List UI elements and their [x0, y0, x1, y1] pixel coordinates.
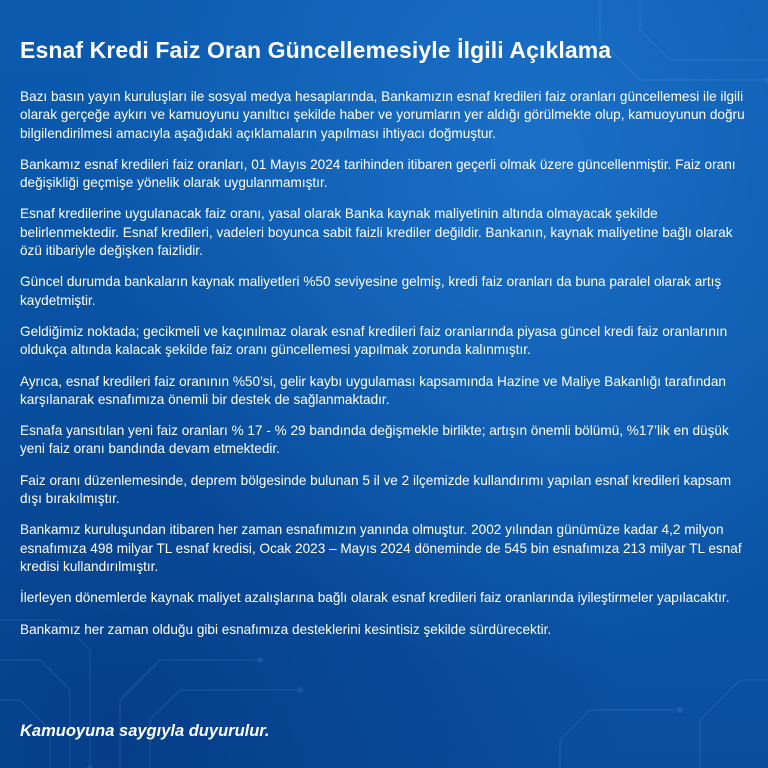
- paragraph-future-improvements: İlerleyen dönemlerde kaynak maliyet azalışlarına bağlı olarak esnaf kredileri faiz oranlarında iyileştirmeler yapılacaktır.: [20, 590, 730, 606]
- paragraph-earthquake-exemption: Faiz oranı düzenlemesinde, deprem bölgesinde bulunan 5 il ve 2 ilçemizde kullandırımı yapılan esnaf kredileri kapsam dışı bırakılmıştır.: [20, 472, 732, 507]
- paragraph-treasury-support: Ayrıca, esnaf kredileri faiz oranının %50’si, gelir kaybı uygulaması kapsamında Hazine ve Maliye Bakanlığı tarafından karşılanarak esnafımıza önemli bir destek de sağlanmaktadır.: [20, 373, 726, 407]
- paragraph-history: Bankamız kuruluşundan itibaren her zaman esnafımızın yanında olmuştur. 2002 yılından günümüze kadar 4,2 milyon esnafımıza 498 milyar TL esnaf kredisi, Ocak 2023 – Mayıs 2024 döneminde de 545 bin esnafımıza 213 milyar TL esnaf kredisi kullandırılmıştır.: [20, 522, 742, 574]
- paragraph-rate-determination: Esnaf kredilerine uygulanacak faiz oranı, yasal olarak Banka kaynak maliyetinin altında olmayacak şekilde belirlenmektedir. Esnaf kredileri, vadeleri boyunca sabit faizli krediler değildir. Bankanın, kaynak maliyetine bağlı olarak özü itibariyle değişken faizlidir.: [20, 206, 733, 259]
- paragraph-rate-update-necessity: Geldiğimiz noktada; gecikmeli ve kaçınılmaz olarak esnaf kredileri faiz oranlarında piyasa güncel kredi faiz oranlarının oldukça altında kalacak şekilde faiz oranı güncellemesi yapılmak zorunda kalınmıştır.: [20, 323, 728, 358]
- closing-statement: Kamuoyuna saygıyla duyurulur.: [20, 722, 270, 740]
- paragraph-rate-update-date: Bankamız esnaf kredileri faiz oranları, 01 Mayıs 2024 tarihinden itibaren geçerli olmak üzere güncellenmiştir. Faiz oranı değişikliği geçmişe yönelik olarak uygulanmamıştır.: [20, 156, 736, 191]
- statement-title: Esnaf Kredi Faiz Oran Güncellemesiyle İlgili Açıklama: [20, 37, 612, 63]
- paragraph-funding-cost: Güncel durumda bankaların kaynak maliyetleri %50 seviyesine gelmiş, kredi faiz oranları da buna paralel olarak artış kaydetmiştir.: [20, 274, 722, 308]
- statement-body: [20, 36, 750, 652]
- paragraph-new-rate-band: Esnafa yansıtılan yeni faiz oranları % 17 - % 29 bandında değişmekle birlikte; artışın önemli bölümü, %17’lik en düşük yeni faiz oranı bandında devam etmektedir.: [20, 423, 729, 457]
- paragraph-continued-support: Bankamız her zaman olduğu gibi esnafımıza desteklerini kesintisiz şekilde sürdürecektir.: [20, 621, 552, 637]
- paragraph-intro: Bazı basın yayın kuruluşları ile sosyal medya hesaplarında, Bankamızın esnaf kredileri faiz oranları güncellemesi ile ilgili olarak gerçeğe aykırı ve kamuoyunu yanıltıcı şekilde haber ve yorumların yer aldığı görülmekte olup, kamuoyunun doğru bilgilendirilmesi amacıyla aşağıdaki açıklamaların yapılması ihtiyacı doğmuştur.: [20, 89, 745, 141]
